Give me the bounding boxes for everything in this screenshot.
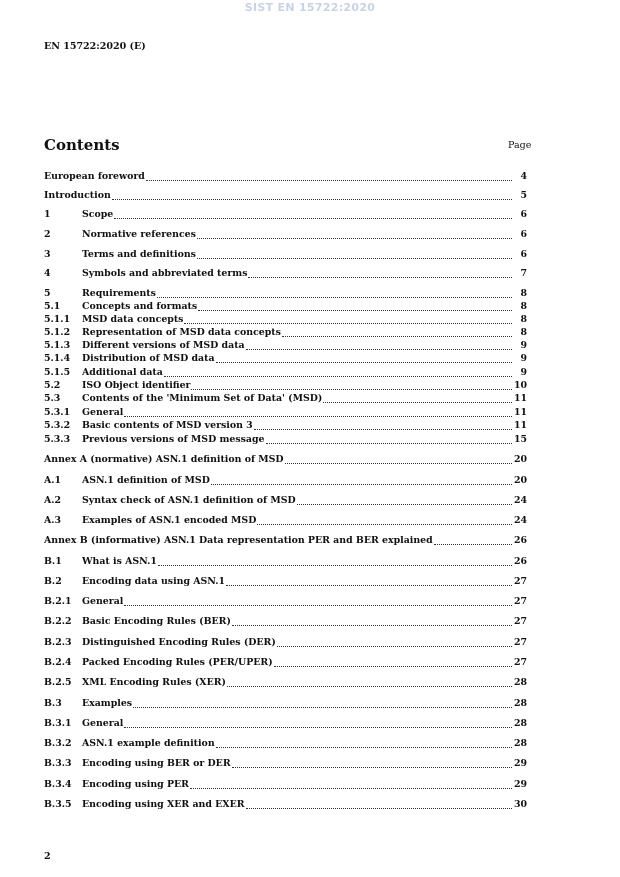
toc-entry-title: General <box>82 596 124 607</box>
toc-entry-page: 27 <box>513 657 527 668</box>
footer-page-number: 2 <box>44 851 51 862</box>
toc-entry[interactable] <box>44 433 527 446</box>
toc-entry-title: Terms and definitions <box>82 249 196 260</box>
toc-entry[interactable] <box>44 555 527 568</box>
toc-entry-title: Basic contents of MSD version 3 <box>82 420 253 431</box>
toc-entry-title: Encoding using XER and EXER <box>82 799 245 810</box>
dot-leader <box>124 595 512 606</box>
document-id: EN 15722:2020 (E) <box>44 41 146 52</box>
toc-entry[interactable] <box>44 534 527 547</box>
toc-entry-number: A.2 <box>44 495 62 506</box>
toc-entry[interactable] <box>44 419 527 432</box>
toc-entry[interactable] <box>44 737 527 750</box>
dot-leader <box>323 392 512 403</box>
toc-entry-number: 5.1.3 <box>44 340 71 351</box>
toc-entry[interactable] <box>44 170 527 183</box>
dot-leader <box>274 656 512 667</box>
toc-entry[interactable] <box>44 366 527 379</box>
toc-entry-number: 5 <box>44 288 51 299</box>
toc-entry-page: 28 <box>513 677 527 688</box>
toc-entry-title: Normative references <box>82 229 196 240</box>
toc-entry[interactable] <box>44 267 527 280</box>
toc-entry-page: 15 <box>513 434 527 445</box>
toc-entry[interactable] <box>44 514 527 527</box>
toc-entry-title: Contents of the 'Minimum Set of Data' (MSD) <box>82 393 323 404</box>
dot-leader <box>282 326 512 337</box>
toc-entry[interactable] <box>44 494 527 507</box>
toc-entry-title: ASN.1 example definition <box>82 738 215 749</box>
dot-leader <box>227 676 512 687</box>
toc-entry-page: 26 <box>513 535 527 546</box>
toc-entry-page: 24 <box>513 515 527 526</box>
toc-entry-page: 27 <box>513 637 527 648</box>
toc-entry[interactable] <box>44 208 527 221</box>
toc-entry[interactable] <box>44 676 527 689</box>
toc-entry[interactable] <box>44 287 527 300</box>
dot-leader <box>277 636 512 647</box>
toc-entry[interactable] <box>44 717 527 730</box>
toc-entry[interactable] <box>44 300 527 313</box>
toc-entry-number: B.2.2 <box>44 616 72 627</box>
toc-entry-number: 5.3.3 <box>44 434 71 445</box>
dot-leader <box>254 419 512 430</box>
dot-leader <box>226 575 512 586</box>
page-column-label: Page <box>508 140 532 151</box>
toc-entry[interactable] <box>44 636 527 649</box>
toc-entry-number: 5.1.2 <box>44 327 71 338</box>
toc-entry-page: 27 <box>513 596 527 607</box>
toc-entry-number: 5.1.5 <box>44 367 71 378</box>
contents-title: Contents <box>44 136 120 154</box>
toc-entry-title: Encoding data using ASN.1 <box>82 576 226 587</box>
toc-entry[interactable] <box>44 595 527 608</box>
toc-entry-page: 6 <box>520 209 527 220</box>
dot-leader <box>157 287 512 298</box>
toc-entry-number: 5.3.2 <box>44 420 71 431</box>
toc-entry-page: 7 <box>520 268 527 279</box>
dot-leader <box>197 248 512 259</box>
toc-entry-number: 5.1.4 <box>44 353 71 364</box>
toc-entry-title: Packed Encoding Rules (PER/UPER) <box>82 657 273 668</box>
toc-entry-number: 5.1.1 <box>44 314 71 325</box>
watermark: SIST EN 15722:2020 <box>244 1 376 14</box>
toc-entry-page: 29 <box>513 779 527 790</box>
dot-leader <box>232 757 512 768</box>
toc-entry-number: B.3.2 <box>44 738 72 749</box>
toc-entry-page: 9 <box>520 340 527 351</box>
dot-leader <box>124 717 512 728</box>
toc-entry-title: Concepts and formats <box>82 301 198 312</box>
toc-entry-page: 5 <box>520 190 527 201</box>
toc-entry-title: Requirements <box>82 288 156 299</box>
toc-entry-number: B.3.5 <box>44 799 72 810</box>
toc-entry-title: General <box>82 718 124 729</box>
toc-entry[interactable] <box>44 339 527 352</box>
toc-entry-page: 9 <box>520 367 527 378</box>
toc-entry-number: 2 <box>44 229 51 240</box>
dot-leader <box>198 300 512 311</box>
toc-entry-number: B.3.4 <box>44 779 72 790</box>
toc-entry-page: 4 <box>520 171 527 182</box>
toc-entry-page: 29 <box>513 758 527 769</box>
toc-entry-page: 24 <box>513 495 527 506</box>
toc-entry-page: 9 <box>520 353 527 364</box>
toc-entry[interactable] <box>44 697 527 710</box>
toc-entry-title: Basic Encoding Rules (BER) <box>82 616 231 627</box>
dot-leader <box>211 474 512 485</box>
toc-entry-page: 6 <box>520 249 527 260</box>
toc-entry[interactable] <box>44 392 527 405</box>
toc-entry-page: 28 <box>513 738 527 749</box>
dot-leader <box>257 514 512 525</box>
toc-entry-title: Syntax check of ASN.1 definition of MSD <box>82 495 296 506</box>
toc-entry-title: Distinguished Encoding Rules (DER) <box>82 637 276 648</box>
toc-entry-page: 11 <box>513 420 527 431</box>
toc-entry-title: MSD data concepts <box>82 314 184 325</box>
toc-entry[interactable] <box>44 798 527 811</box>
dot-leader <box>285 453 512 464</box>
toc-entry-number: B.2.5 <box>44 677 72 688</box>
toc-entry-page: 8 <box>520 327 527 338</box>
toc-entry-title: Symbols and abbreviated terms <box>82 268 248 279</box>
dot-leader <box>297 494 512 505</box>
toc-entry[interactable] <box>44 313 527 326</box>
toc-entry[interactable] <box>44 379 527 392</box>
toc-entry-page: 30 <box>513 799 527 810</box>
toc-entry-page: 28 <box>513 718 527 729</box>
dot-leader <box>133 697 512 708</box>
toc-entry[interactable] <box>44 326 527 339</box>
toc-entry-title: XML Encoding Rules (XER) <box>82 677 226 688</box>
dot-leader <box>197 228 512 239</box>
toc-entry-page: 11 <box>513 407 527 418</box>
toc-entry[interactable] <box>44 352 527 365</box>
toc-entry-number: B.2.1 <box>44 596 72 607</box>
toc-entry-page: 6 <box>520 229 527 240</box>
toc-entry-page: 11 <box>513 393 527 404</box>
toc-entry-number: 3 <box>44 249 51 260</box>
toc-entry-number: 5.1 <box>44 301 61 312</box>
toc-entry-title: Introduction <box>44 190 111 201</box>
dot-leader <box>146 170 512 181</box>
toc-entry-number: B.2.3 <box>44 637 72 648</box>
toc-entry[interactable] <box>44 778 527 791</box>
toc-entry[interactable] <box>44 615 527 628</box>
dot-leader <box>246 798 512 809</box>
dot-leader <box>164 366 512 377</box>
toc-entry-page: 27 <box>513 616 527 627</box>
toc-entry-number: B.1 <box>44 556 62 567</box>
dot-leader <box>216 737 512 748</box>
toc-entry-page: 27 <box>513 576 527 587</box>
toc-entry[interactable] <box>44 453 527 466</box>
dot-leader <box>184 313 512 324</box>
toc-entry-title: ISO Object identifier <box>82 380 191 391</box>
toc-entry-page: 28 <box>513 698 527 709</box>
toc-entry[interactable] <box>44 228 527 241</box>
dot-leader <box>266 433 512 444</box>
dot-leader <box>191 379 512 390</box>
toc-entry-title: ASN.1 definition of MSD <box>82 475 210 486</box>
toc-entry-number: A.3 <box>44 515 62 526</box>
toc-entry[interactable] <box>44 406 527 419</box>
toc-entry[interactable] <box>44 757 527 770</box>
toc-entry-number: B.2.4 <box>44 657 72 668</box>
toc-entry-page: 8 <box>520 288 527 299</box>
toc-entry-title: Annex B (informative) ASN.1 Data representation PER and BER explained <box>44 535 433 546</box>
toc-entry-page: 26 <box>513 556 527 567</box>
toc-entry-title: Distribution of MSD data <box>82 353 215 364</box>
toc-entry-title: Encoding using BER or DER <box>82 758 231 769</box>
dot-leader <box>232 615 512 626</box>
toc-entry-title: European foreword <box>44 171 145 182</box>
toc-entry-title: Previous versions of MSD message <box>82 434 265 445</box>
toc-entry-number: A.1 <box>44 475 62 486</box>
toc-entry-title: Examples <box>82 698 133 709</box>
toc-entry-title: Scope <box>82 209 114 220</box>
toc-entry-title: Annex A (normative) ASN.1 definition of MSD <box>44 454 284 465</box>
dot-leader <box>112 189 512 200</box>
toc-entry-page: 8 <box>520 301 527 312</box>
toc-entry-title: Different versions of MSD data <box>82 340 245 351</box>
toc-entry-page: 10 <box>513 380 527 391</box>
toc-entry-number: B.2 <box>44 576 62 587</box>
toc-entry[interactable] <box>44 575 527 588</box>
toc-entry-number: 5.2 <box>44 380 61 391</box>
toc-entry-page: 8 <box>520 314 527 325</box>
dot-leader <box>158 555 512 566</box>
toc-entry-number: 5.3.1 <box>44 407 71 418</box>
toc-entry-title: Representation of MSD data concepts <box>82 327 281 338</box>
dot-leader <box>216 352 512 363</box>
toc-entry-number: 1 <box>44 209 51 220</box>
dot-leader <box>434 534 512 545</box>
toc-entry[interactable] <box>44 189 527 202</box>
toc-entry-number: B.3.1 <box>44 718 72 729</box>
toc-entry[interactable] <box>44 474 527 487</box>
toc-entry-title: What is ASN.1 <box>82 556 157 567</box>
toc-entry-title: Additional data <box>82 367 163 378</box>
dot-leader <box>248 267 512 278</box>
toc-entry-title: General <box>82 407 124 418</box>
toc-entry[interactable] <box>44 248 527 261</box>
toc-entry-number: 4 <box>44 268 51 279</box>
toc-entry-page: 20 <box>513 454 527 465</box>
toc-entry-number: B.3 <box>44 698 62 709</box>
toc-entry-number: 5.3 <box>44 393 61 404</box>
toc-entry-title: Examples of ASN.1 encoded MSD <box>82 515 257 526</box>
dot-leader <box>246 339 512 350</box>
toc-entry[interactable] <box>44 656 527 669</box>
toc-entry-page: 20 <box>513 475 527 486</box>
toc-entry-number: B.3.3 <box>44 758 72 769</box>
dot-leader <box>124 406 512 417</box>
dot-leader <box>190 778 512 789</box>
toc-entry-title: Encoding using PER <box>82 779 189 790</box>
dot-leader <box>114 208 512 219</box>
